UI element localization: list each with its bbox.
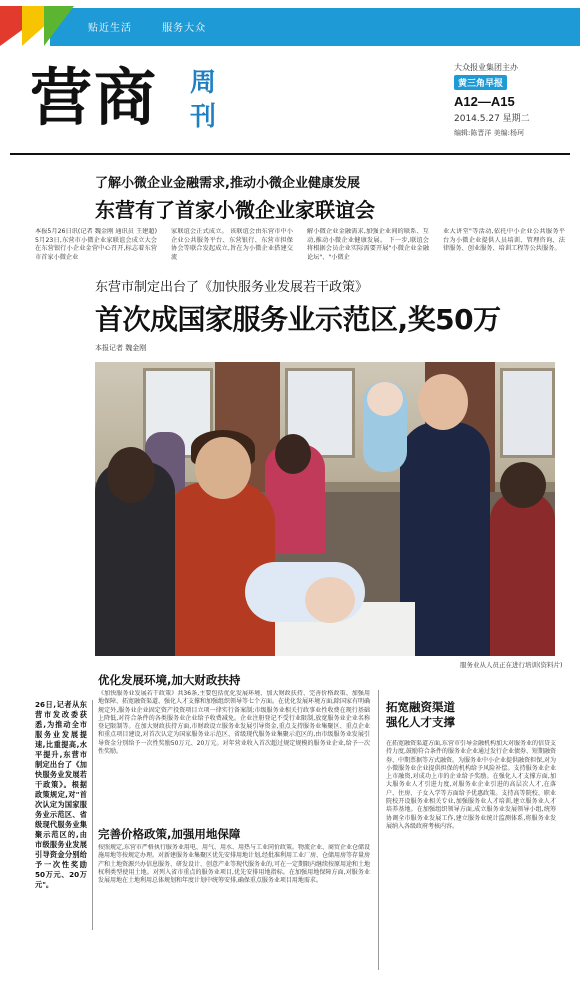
paper-name-badge: 黄三角早报 <box>454 75 507 90</box>
banner-green-triangle <box>44 6 74 46</box>
section1-heading: 优化发展环境,加大财政扶持 <box>98 673 241 687</box>
slogan-left: 贴近生活 <box>88 23 132 34</box>
issue-info <box>454 62 550 138</box>
article1-kicker: 了解小微企业金融需求,推动小微企业健康发展 <box>95 176 360 191</box>
article2-kicker: 东营市制定出台了《加快服务业发展若干政策》 <box>95 280 369 295</box>
article1-col4: 业大讲堂"等活动,依托中小企业公共服务平台为小微企业提供人员培训、管理咨询、法律服务、创业服务、培训工程等公共服务。 <box>443 228 565 253</box>
publisher-org: 大众报业集团主办 <box>454 63 518 72</box>
section2-heading: 完善价格政策,加强用地保障 <box>98 827 241 841</box>
article1-body <box>35 228 565 262</box>
article1-col2: 家联谊会正式成立。 该联谊会由东营市中小企业公共服务平台、东营银行、东营市担保协会等联合发起成立,旨在为小微企业搭建交流 <box>171 228 293 261</box>
article2-headline: 首次成国家服务业示范区,奖50万 <box>95 303 501 336</box>
section3-heading: 拓宽融资渠道 强化人才支撑 <box>386 700 455 729</box>
section3-body: 在拓宽融资渠道方面,东营市引导金融机构加大对服务业的信贷支持力度,鼓励符合条件的服务业企业通过发行企业债券、短期融资券、中期票据等方式融资。为服务业中小企业提供融资担保,对为小微服务业企业提供担保的机构给予风险补偿。支持服务业企业上市融资,对成功上市的企业给予奖励。在强化人才支撑方面,加大服务业人才引进力度,对服务业企业引进的高层次人才,在落户、住房、子女入学等方面给予优惠政策。支持高等院校、职业院校开设服务业相关专业,加强服务业人才培训,建立服务业人才培养基地。在加强组织领导方面,成立服务业发展领导小组,统筹协调全市服务业发展工作,建立服务业统计监测体系,将服务业发展纳入各级政府考核内容。 <box>386 740 556 830</box>
article2-byline: 本报记者 魏金刚 <box>95 344 147 352</box>
article1-col3: 解小微企业金融需求,加强企业间的联系、互动,推动小微企业健康发展。 下一步,联谊会将根据会员企业实际需要开展"小微企业金融论坛"、"小微企 <box>307 228 429 261</box>
article2-lead-sidebar: 26日,记者从东营市发改委获悉,为推动全市服务业发展提速,比重提高,水平提升,东营市制定出台了《加快服务业发展若干政策》。根据政策规定,对"首次认定为国家服务业示范区、省级现代服务业集聚示范区的,由市级服务业发展引导资金分别给予一次性奖励50万元、20万元"。 <box>35 700 87 889</box>
article1-col1: 本报5月26日讯(记者 魏金刚 通讯员 王建超) 5月23日,东营市小微企业家联谊会成立大会在东营银行小企业金营中心召开,标志着东营市首家小微企业 <box>35 228 157 261</box>
photo-caption: 服务业从人员正在进行培训(资料片) <box>460 661 563 669</box>
masthead-rule <box>10 153 570 155</box>
column-divider-right <box>378 690 379 970</box>
top-banner <box>0 0 580 52</box>
masthead-subtitle: 周刊 <box>190 68 217 132</box>
column-divider <box>92 700 93 930</box>
training-photo <box>95 362 555 656</box>
article1-headline: 东营有了首家小微企业家联谊会 <box>95 198 375 222</box>
masthead-title: 营商 <box>30 61 159 134</box>
section2-body: 按照规定,东营市严格执行服务业用电、用气、用水、用热与工业同价政策。物流企业、商贸企业仓储设施用地等按规定办理。对新建服务业集聚区优先安排用地计划,经批准利用工业厂房、仓储用房等存量房产和土地资源兴办信息服务、研发设计、创意产业等现代服务业的,可在一定期限内继续按原用途和土地权利类型使用土地。对列入省市重点的服务业项目,优先安排用地指标。在加强用地保障方面,对服务业发展用地在土地利用总体规划和年度计划中统筹安排,确保重点服务业项目用地需求。 <box>98 844 370 885</box>
editors-credit: 编辑:陈晋洋 美编:杨珂 <box>454 129 524 137</box>
slogan-right: 服务大众 <box>162 23 207 34</box>
issue-date: 2014.5.27 星期二 <box>454 114 530 124</box>
page-range: A12—A15 <box>454 94 515 109</box>
banner-slogan <box>88 19 232 34</box>
masthead <box>30 58 550 146</box>
section1-body: 《加快服务业发展若干政策》共36条,主要包括优化发展环境、加大财政扶持、完善价格政策、加强用地保障、拓宽融资渠道、强化人才支撑和加强组织领导等七个方面。在优化发展环境方面,除国家有明确规定外,服务业企业固定资产投资项目立项一律实行备案制;市级服务业相关行政事业性收费在现行基础上降低,对符合条件的各类服务业企业给予收费减免。企业注册登记不受行业限制,放宽服务业企业名称登记限制等。在加大财政扶持方面,市财政设立服务业发展引导资金,重点支持服务业集聚区、重点企业和重点项目建设,对首次认定为国家服务业示范区、省级现代服务业集聚示范区的,由市级服务业发展引导资金分别给予一次性奖励50万元、20万元。对年营业收入首次超过规定规模的服务业企业,给予一次性奖励。 <box>98 690 370 756</box>
